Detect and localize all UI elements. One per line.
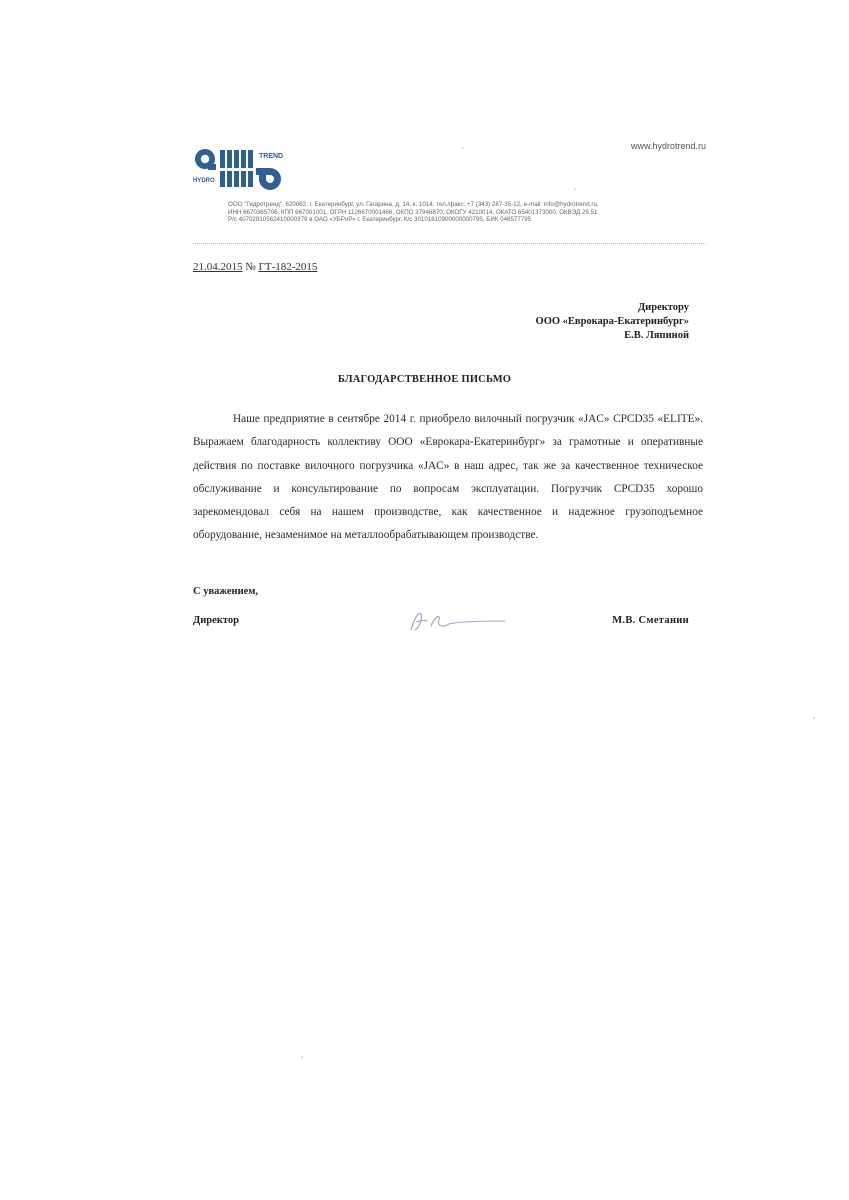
hydrotrend-logo — [193, 144, 288, 190]
letter-body — [193, 408, 703, 548]
logo-text-top: TREND — [259, 153, 284, 160]
logo-text-bottom: HYDRO — [193, 178, 215, 184]
scan-speck — [301, 1056, 303, 1058]
letter-date: 21.04.2015 — [193, 261, 243, 273]
number-sign: № — [245, 261, 256, 273]
requisites-line: Р/с 40702810562410000379 в ОАО «УБРиР» г. Екатеринбург, К/с 30101810900000000795, БИК 046577795 — [228, 216, 532, 224]
handwritten-signature — [405, 606, 515, 636]
addressee-company: ООО «Еврокара-Екатеринбург» — [535, 316, 689, 327]
letter-title: БЛАГОДАРСТВЕННОЕ ПИСЬМО — [337, 374, 512, 385]
addressee-position: Директору — [637, 302, 689, 313]
signer-position: Директор — [193, 615, 239, 626]
addressee-block — [536, 301, 689, 343]
scan-speck — [462, 147, 464, 149]
company-requisites — [228, 201, 688, 224]
scan-speck — [574, 188, 576, 190]
header-divider — [193, 243, 706, 244]
scan-speck — [813, 717, 815, 719]
closing-regards: С уважением, — [193, 586, 259, 597]
addressee-name: Е.В. Ляпиной — [624, 330, 689, 341]
requisites-line: ООО "Гидротренд", 620062, г. Екатеринбург, ул. Гагарина, д. 14, к. 1014, тел./факс: +7 (343) 287-35-12, e-mail: info@hydrotrend.ru, — [228, 201, 599, 208]
body-paragraph: Наше предприятие в сентябре 2014 г. приобрело вилочный погрузчик «JAC» CPCD35 «ELITE». Выражаем благодарность коллективу ООО «Еврокара-Екатеринбург» за грамотные и оперативные действия по поставке вилочного погрузчика «JAC» в наш адрес, так же за качественное техническое обслуживание и консультирование по вопросам эксплуатации. Погрузчик CPCD35 хорошо зарекомендовал себя на нашем производстве, как качественное и надежное грузоподъемное оборудование, незаменимое на металлообрабатывающем производстве. — [193, 413, 703, 542]
requisites-line: ИНН 6670365706, КПП 667001001, ОГРН 1126670001466, ОКПО 37946870, ОКОГУ 4210014, ОКАТО 65401373000, ОКВЭД 29.51 — [228, 208, 598, 216]
reference-line — [193, 261, 317, 273]
letter-number: ГТ-182-2015 — [258, 261, 318, 273]
signer-name: М.В. Сметанин — [612, 615, 689, 626]
website-url: www.hydrotrend.ru — [630, 141, 706, 151]
